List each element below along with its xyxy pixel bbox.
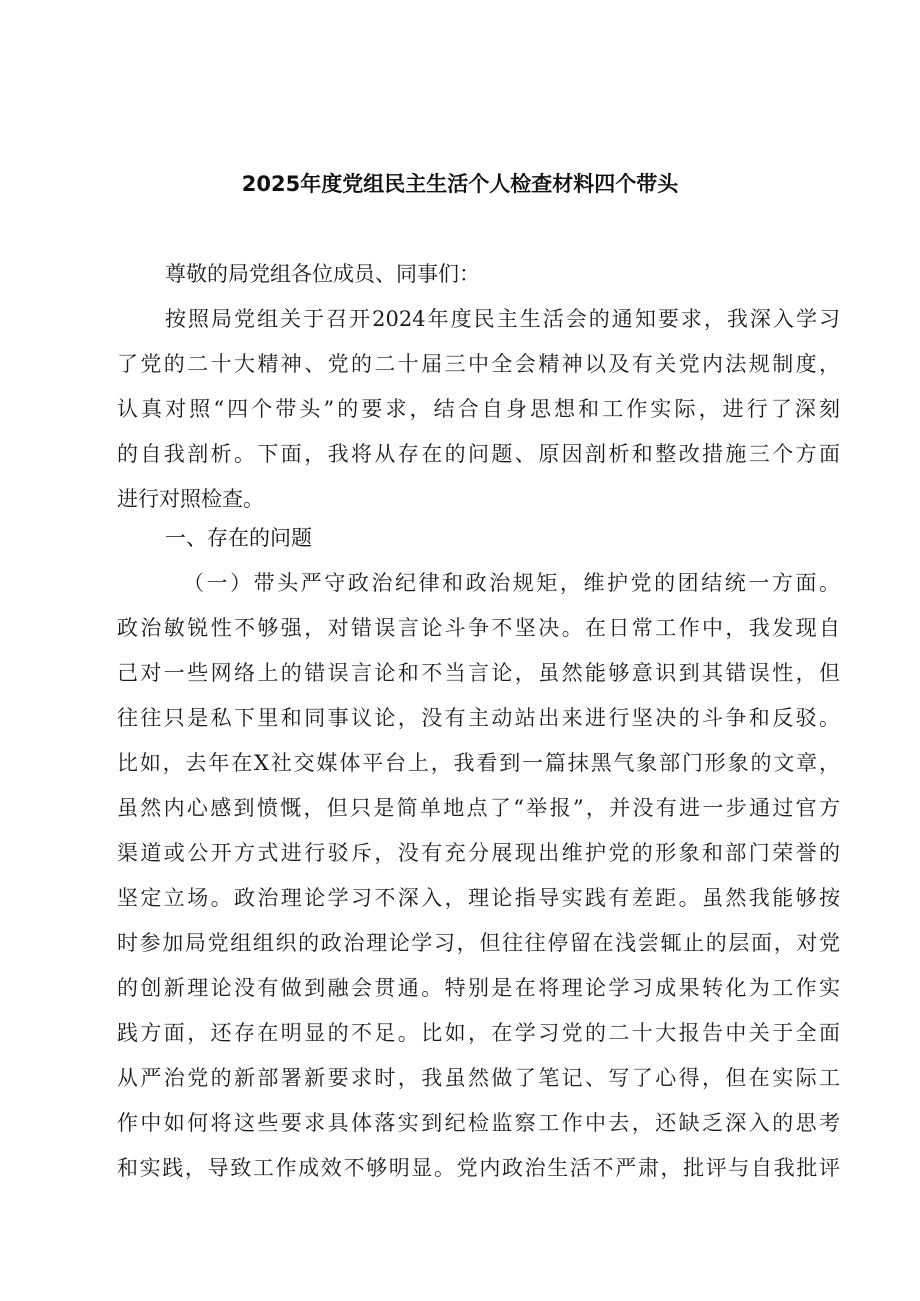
intro-line: 按照局党组关于召开2024年度民主生活会的通知要求，我深入学习 bbox=[165, 307, 840, 331]
body-line: 践方面，还存在明显的不足。比如，在学习党的二十大报告中关于全面 bbox=[117, 1021, 840, 1045]
body-line: 比如，去年在X社交媒体平台上，我看到一篇抹黑气象部门形象的文章， bbox=[117, 751, 840, 775]
body-line: 和实践，导致工作成效不够明显。党内政治生活不严肃，批评与自我批评 bbox=[117, 1156, 840, 1180]
body-line: 的创新理论没有做到融会贯通。特别是在将理论学习成果转化为工作实 bbox=[117, 976, 840, 1000]
intro-line: 了党的二十大精神、党的二十届三中全会精神以及有关党内法规制度， bbox=[117, 352, 840, 376]
body-line: 作中如何将这些要求具体落实到纪检监察工作中去，还缺乏深入的思考 bbox=[117, 1111, 840, 1135]
body-line: 政治敏锐性不够强，对错误言论斗争不坚决。在日常工作中，我发现自 bbox=[117, 616, 840, 640]
salutation: 尊敬的局党组各位成员、同事们： bbox=[165, 262, 480, 286]
body-line: 坚定立场。政治理论学习不深入，理论指导实践有差距。虽然我能够按 bbox=[117, 886, 840, 910]
body-line: 己对一些网络上的错误言论和不当言论，虽然能够意识到其错误性，但 bbox=[117, 661, 840, 685]
section-heading: 一、存在的问题 bbox=[165, 526, 312, 550]
subsection-heading: （一）带头严守政治纪律和政治规矩，维护党的团结统一方面。 bbox=[183, 571, 840, 595]
document-title: 2025年度党组民主生活个人检查材料四个带头 bbox=[241, 172, 679, 196]
intro-line: 的自我剖析。下面，我将从存在的问题、原因剖析和整改措施三个方面 bbox=[117, 442, 840, 466]
intro-line: 认真对照“四个带头”的要求，结合自身思想和工作实际，进行了深刻 bbox=[117, 397, 840, 421]
body-line: 渠道或公开方式进行驳斥，没有充分展现出维护党的形象和部门荣誉的 bbox=[117, 841, 840, 865]
body-line: 往往只是私下里和同事议论，没有主动站出来进行坚决的斗争和反驳。 bbox=[117, 706, 840, 730]
body-line: 虽然内心感到愤慨，但只是简单地点了“举报”，并没有进一步通过官方 bbox=[117, 796, 840, 820]
body-line: 从严治党的新部署新要求时，我虽然做了笔记、写了心得，但在实际工 bbox=[117, 1066, 840, 1090]
body-line: 时参加局党组组织的政治理论学习，但往往停留在浅尝辄止的层面，对党 bbox=[117, 931, 840, 955]
intro-line: 进行对照检查。 bbox=[117, 487, 264, 511]
